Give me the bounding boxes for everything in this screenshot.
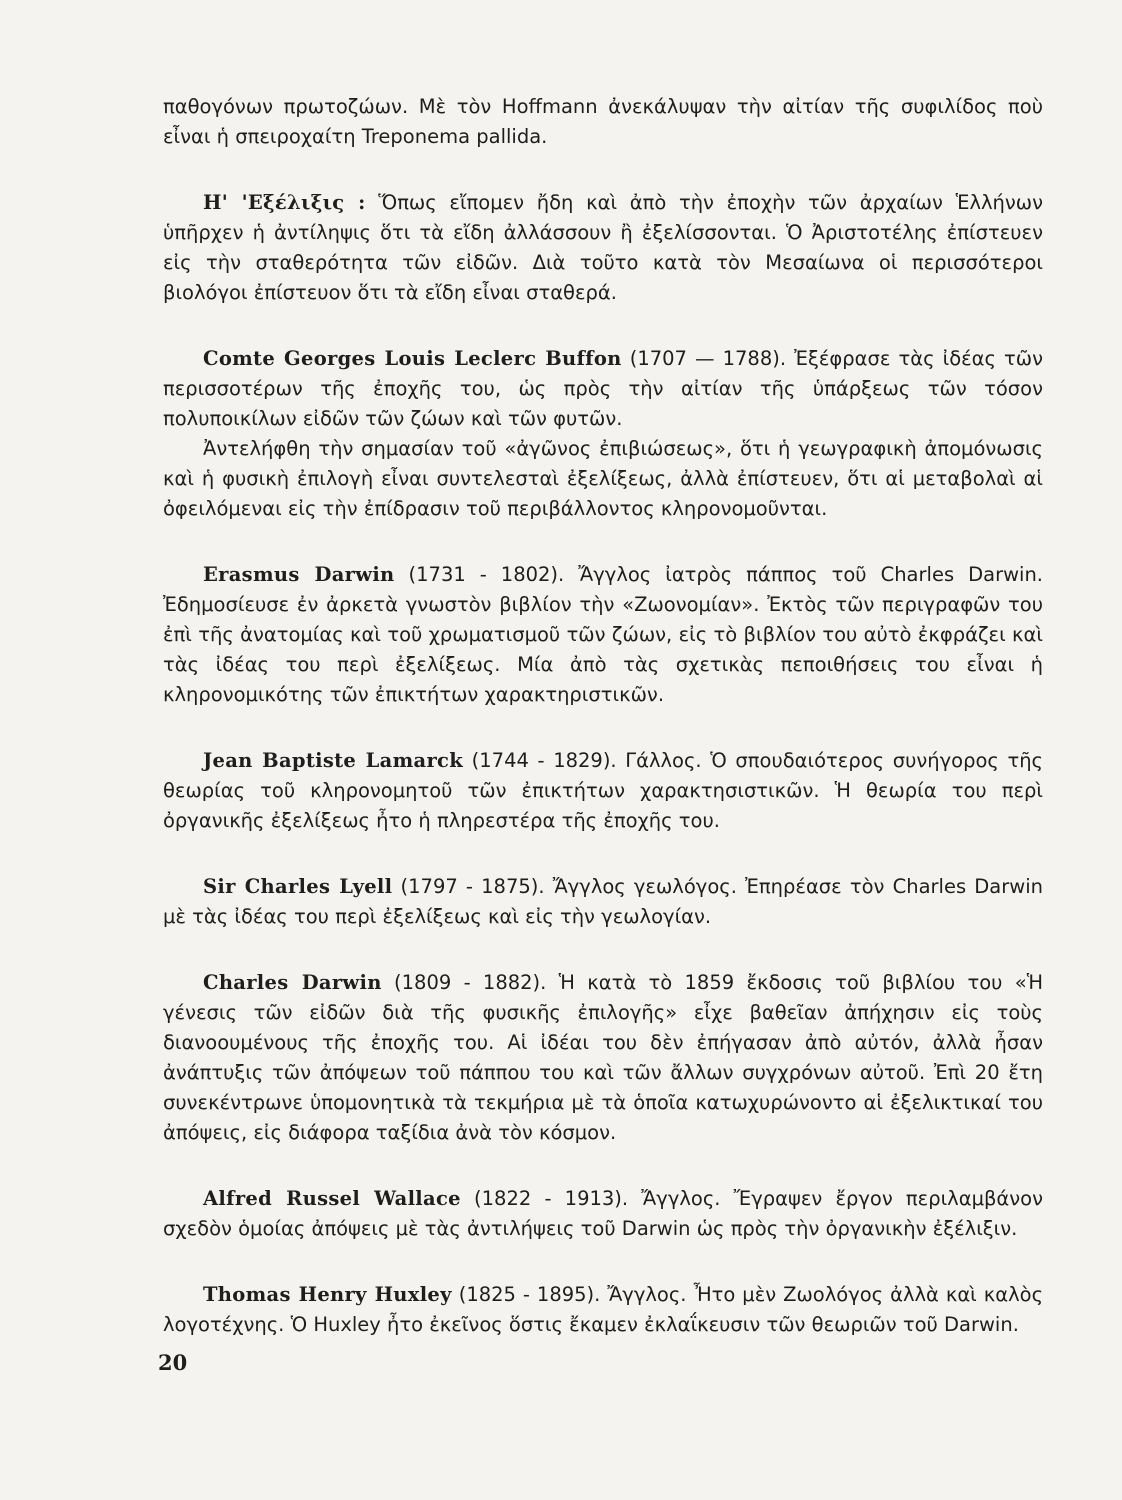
body-text	[163, 92, 1043, 1340]
person-name-huxley: Thomas Henry Huxley	[203, 1283, 452, 1306]
entry-huxley	[163, 1280, 1043, 1340]
entry-text-wallace: (1822 - 1913). Ἄγγλος. Ἔγραψεν ἔργον περιλαμβάνον σχεδὸν ὁμοίας ἀπόψεις μὲ τὰς ἀντιλήψεις τοῦ Darwin ὡς πρὸς τὴν ὀργανικὴν ἐξέλιξιν.	[163, 1187, 1043, 1240]
entry-erasmus-darwin	[163, 560, 1043, 710]
entry-text-erasmus-darwin: (1731 - 1802). Ἄγγλος ἰατρὸς πάππος τοῦ Charles Darwin. Ἐδημοσίευσε ἐν ἀρκετὰ γνωστὸν βιβλίον τὴν «Ζωονομίαν». Ἐκτὸς τῶν περιγραφῶν του ἐπὶ τῆς ἀνατομίας καὶ τοῦ χρωματισμοῦ τῶν ζώων, εἰς τὸ βιβλίον του αὐτὸ ἐκφράζει καὶ τὰς ἰδέας του περὶ ἐξελίξεως. Μία ἀπὸ τὰς σχετικὰς πεποιθήσεις του εἶναι ἡ κληρονομικότης τῶν ἐπικτήτων χαρακτηριστικῶν.	[163, 563, 1044, 706]
person-name-lamarck: Jean Baptiste Lamarck	[203, 749, 464, 772]
intro-paragraph: παθογόνων πρωτοζώων. Μὲ τὸν Hoffmann ἀνεκάλυψαν τὴν αἰτίαν τῆς συφιλίδος ποὺ εἶναι ἡ σπειροχαίτη Treponema pallida.	[163, 95, 1043, 148]
entry-wallace	[163, 1184, 1043, 1244]
person-name-lyell: Sir Charles Lyell	[203, 875, 393, 898]
person-name-wallace: Alfred Russel Wallace	[203, 1187, 461, 1210]
entry-text-buffon: (1707 — 1788). Ἐξέφρασε τὰς ἰδέας τῶν περισσοτέρων τῆς ἐποχῆς του, ὡς πρὸς τὴν αἰτίαν τῆς ὑπάρξεως τῶν τόσον πολυποικίλων εἰδῶν τῶν ζώων καὶ τῶν φυτῶν.	[163, 347, 1043, 430]
entry-text-lyell: (1797 - 1875). Ἄγγλος γεωλόγος. Ἐπηρέασε τὸν Charles Darwin μὲ τὰς ἰδέας του περὶ ἐξελίξεως καὶ εἰς τὴν γεωλογίαν.	[163, 875, 1043, 928]
evolution-text: Ὅπως εἴπομεν ἤδη καὶ ἀπὸ τὴν ἐποχὴν τῶν ἀρχαίων Ἑλλήνων ὑπῆρχεν ἡ ἀντίληψις ὅτι τὰ εἴδη ἀλλάσσουν ἢ ἐξελίσσονται. Ὁ Ἀριστοτέλης ἐπίστευεν εἰς τὴν σταθερότητα τῶν εἰδῶν. Διὰ τοῦτο κατὰ τὸν Μεσαίωνα οἱ περισσότεροι βιολόγοι ἐπίστευον ὅτι τὰ εἴδη εἶναι σταθερά.	[163, 191, 1044, 304]
person-name-erasmus-darwin: Erasmus Darwin	[203, 563, 395, 586]
evolution-paragraph	[163, 188, 1043, 308]
entry-text-huxley: (1825 - 1895). Ἄγγλος. Ἦτο μὲν Ζωολόγος ἀλλὰ καὶ καλὸς λογοτέχνης. Ὁ Huxley ἦτο ἐκεῖνος ὅστις ἔκαμεν ἐκλαΐκευσιν τῶν θεωριῶν τοῦ Darwin.	[163, 1283, 1044, 1336]
entry-lyell	[163, 872, 1043, 932]
entry-text-charles-darwin: (1809 - 1882). Ἡ κατὰ τὸ 1859 ἔκδοσις τοῦ βιβλίου του «Ἡ γένεσις τῶν εἰδῶν διὰ τῆς φυσικῆς ἐπιλογῆς» εἶχε βαθεῖαν ἀπήχησιν εἰς τοὺς διανοουμένους τῆς ἐποχῆς του. Αἱ ἰδέαι του δὲν ἐπήγασαν ἀπὸ αὐτόν, ἀλλὰ ἦσαν ἀνάπτυξις τῶν ἀπόψεων τοῦ πάππου του καὶ τῶν ἄλλων συγχρόνων αὐτοῦ. Ἐπὶ 20 ἔτη συνεκέντρωνε ὑπομονητικὰ τὰ τεκμήρια μὲ τὰ ὁποῖα κατωχυρώνοντο αἱ ἐξελικτικαί του ἀπόψεις, εἰς διάφορα ταξίδια ἀνὰ τὸν κόσμον.	[163, 971, 1043, 1144]
page-number: 20	[158, 1350, 188, 1375]
person-name-charles-darwin: Charles Darwin	[203, 971, 382, 994]
entry-lamarck	[163, 746, 1043, 836]
section-heading-evolution: Η' 'Εξέλιξις :	[203, 191, 366, 214]
entry-buffon	[163, 344, 1043, 434]
entry-text-lamarck: (1744 - 1829). Γάλλος. Ὁ σπουδαιότερος συνήγορος τῆς θεωρίας τοῦ κληρονομητοῦ τῶν ἐπικτήτων χαρακτησιστικῶν. Ἡ θεωρία του περὶ ὀργανικῆς ἐξελίξεως ἦτο ἡ πληρεστέρα τῆς ἐποχῆς του.	[163, 749, 1044, 832]
entry-buffon-continued: Ἀντελήφθη τὴν σημασίαν τοῦ «ἀγῶνος ἐπιβιώσεως», ὅτι ἡ γεωγραφικὴ ἀπομόνωσις καὶ ἡ φυσικὴ ἐπιλογὴ εἶναι συντελεσταὶ ἐξελίξεως, ἀλλὰ ἐπίστευεν, ὅτι αἱ μεταβολαὶ αἱ ὀφειλόμεναι εἰς τὴν ἐπίδρασιν τοῦ περιβάλλοντος κληρονομοῦνται.	[163, 437, 1043, 520]
person-name-buffon: Comte Georges Louis Leclerc Buffon	[203, 347, 622, 370]
entry-charles-darwin	[163, 968, 1043, 1148]
